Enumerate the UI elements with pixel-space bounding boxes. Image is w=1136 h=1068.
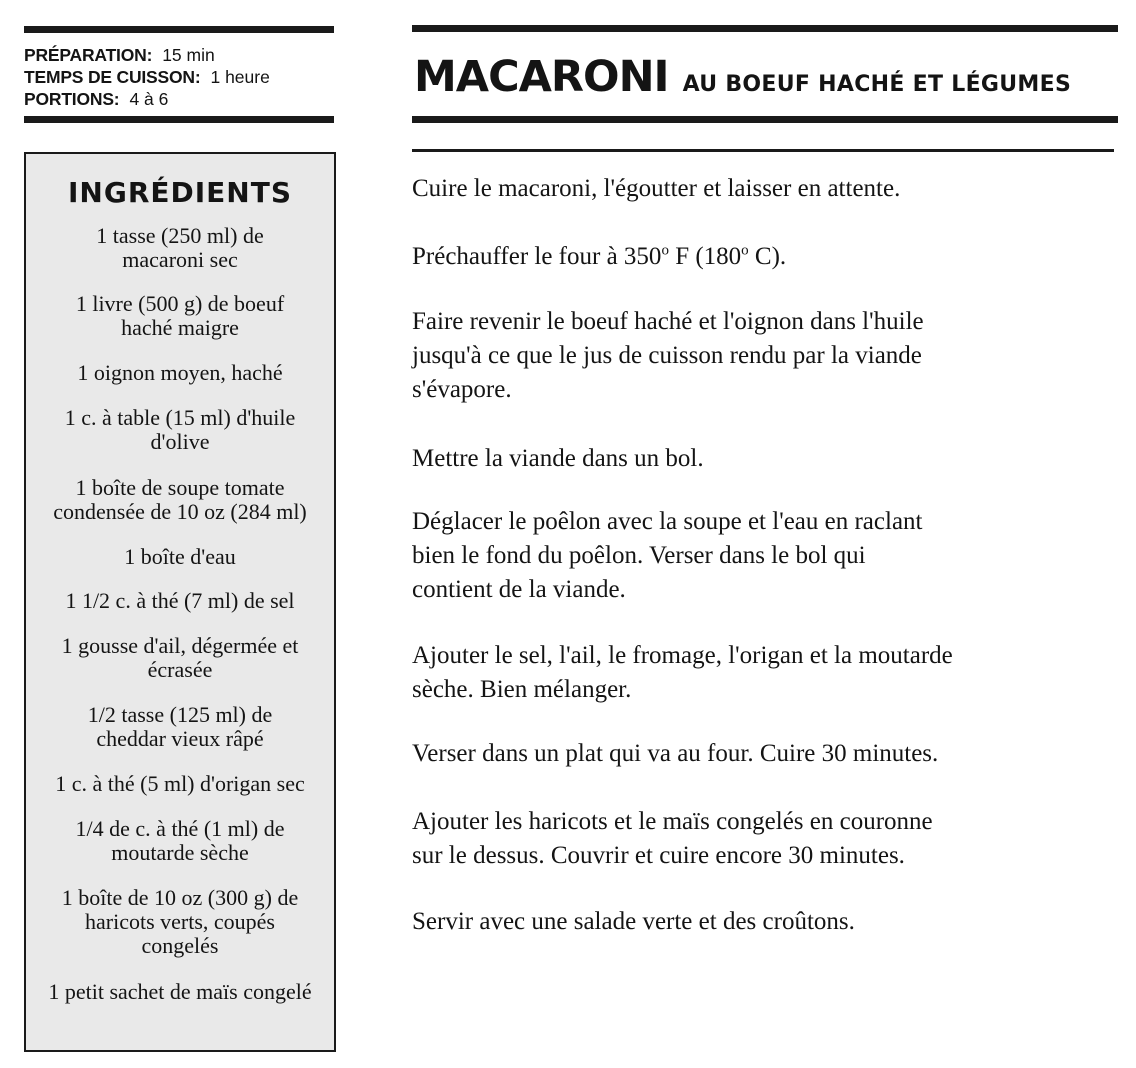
cook-row [24, 66, 334, 88]
step-5: Déglacer le poêlon avec la soupe et l'eau en raclant bien le fond du poêlon. Verser dans le bol qui contient de la viande. [412, 508, 923, 603]
ingredient-item: 1 oignon moyen, haché [77, 360, 283, 385]
recipe-title [414, 52, 1124, 102]
ingredient-item: 1 livre (500 g) de boeuf haché maigre [75, 291, 285, 340]
step-2-text-b: F (180 [668, 243, 742, 270]
portions-row [24, 88, 334, 110]
ingredient-item: 1/2 tasse (125 ml) de cheddar vieux râpé [87, 702, 273, 751]
ingredient-item: 1 gousse d'ail, dégermée et écrasée [61, 633, 299, 682]
degree-mark: o [741, 242, 749, 259]
step-3: Faire revenir le boeuf haché et l'oignon dans l'huile jusqu'à ce que le jus de cuisson rendu par la viande s'évapore. [412, 308, 924, 403]
ingredient-item: 1 boîte de soupe tomate condensée de 10 oz (284 ml) [53, 475, 307, 524]
ingredient-item: 1 petit sachet de maïs congelé [48, 979, 312, 1004]
recipe-meta [24, 44, 334, 110]
meta-top-rule [24, 26, 334, 33]
ingredients-box [24, 152, 336, 1052]
title-bottom-rule [412, 116, 1118, 123]
ingredient-item: 1 c. à thé (5 ml) d'origan sec [55, 771, 305, 796]
step-8: Ajouter les haricots et le maïs congelés en couronne sur le dessus. Couvrir et cuire encore 30 minutes. [412, 808, 933, 869]
prep-row [24, 44, 334, 66]
prep-value: 15 min [162, 45, 215, 65]
ingredient-item: 1 boîte de 10 oz (300 g) de haricots verts, coupés congelés [61, 885, 299, 958]
title-top-rule [412, 25, 1118, 32]
title-main: MACARONI [414, 52, 669, 102]
ingredient-item: 1/4 de c. à thé (1 ml) de moutarde sèche [75, 816, 285, 865]
steps-top-rule [412, 149, 1114, 152]
step-1: Cuire le macaroni, l'égoutter et laisser en attente. [412, 175, 901, 202]
ingredient-item: 1 c. à table (15 ml) d'huile d'olive [64, 405, 296, 454]
ingredient-item: 1 tasse (250 ml) de macaroni sec [96, 223, 264, 272]
step-6: Ajouter le sel, l'ail, le fromage, l'origan et la moutarde sèche. Bien mélanger. [412, 642, 953, 703]
step-2-text-a: Préchauffer le four à 350 [412, 243, 662, 270]
step-4: Mettre la viande dans un bol. [412, 445, 704, 472]
step-9: Servir avec une salade verte et des croûtons. [412, 908, 855, 935]
step-7: Verser dans un plat qui va au four. Cuire 30 minutes. [412, 740, 939, 767]
title-sub: AU BOEUF HACHÉ ET LÉGUMES [682, 72, 1072, 97]
portions-value: 4 à 6 [129, 89, 169, 109]
cook-label: TEMPS DE CUISSON: [24, 67, 201, 87]
ingredients-heading: INGRÉDIENTS [67, 176, 292, 209]
ingredient-item: 1 boîte d'eau [124, 544, 236, 569]
step-2-text-c: C). [748, 243, 787, 270]
portions-label: PORTIONS: [24, 89, 120, 109]
step-2 [412, 240, 1122, 274]
meta-bottom-rule [24, 116, 334, 123]
ingredient-item: 1 1/2 c. à thé (7 ml) de sel [65, 588, 295, 613]
cook-value: 1 heure [210, 67, 270, 87]
prep-label: PRÉPARATION: [24, 45, 153, 65]
degree-mark: o [661, 242, 669, 259]
